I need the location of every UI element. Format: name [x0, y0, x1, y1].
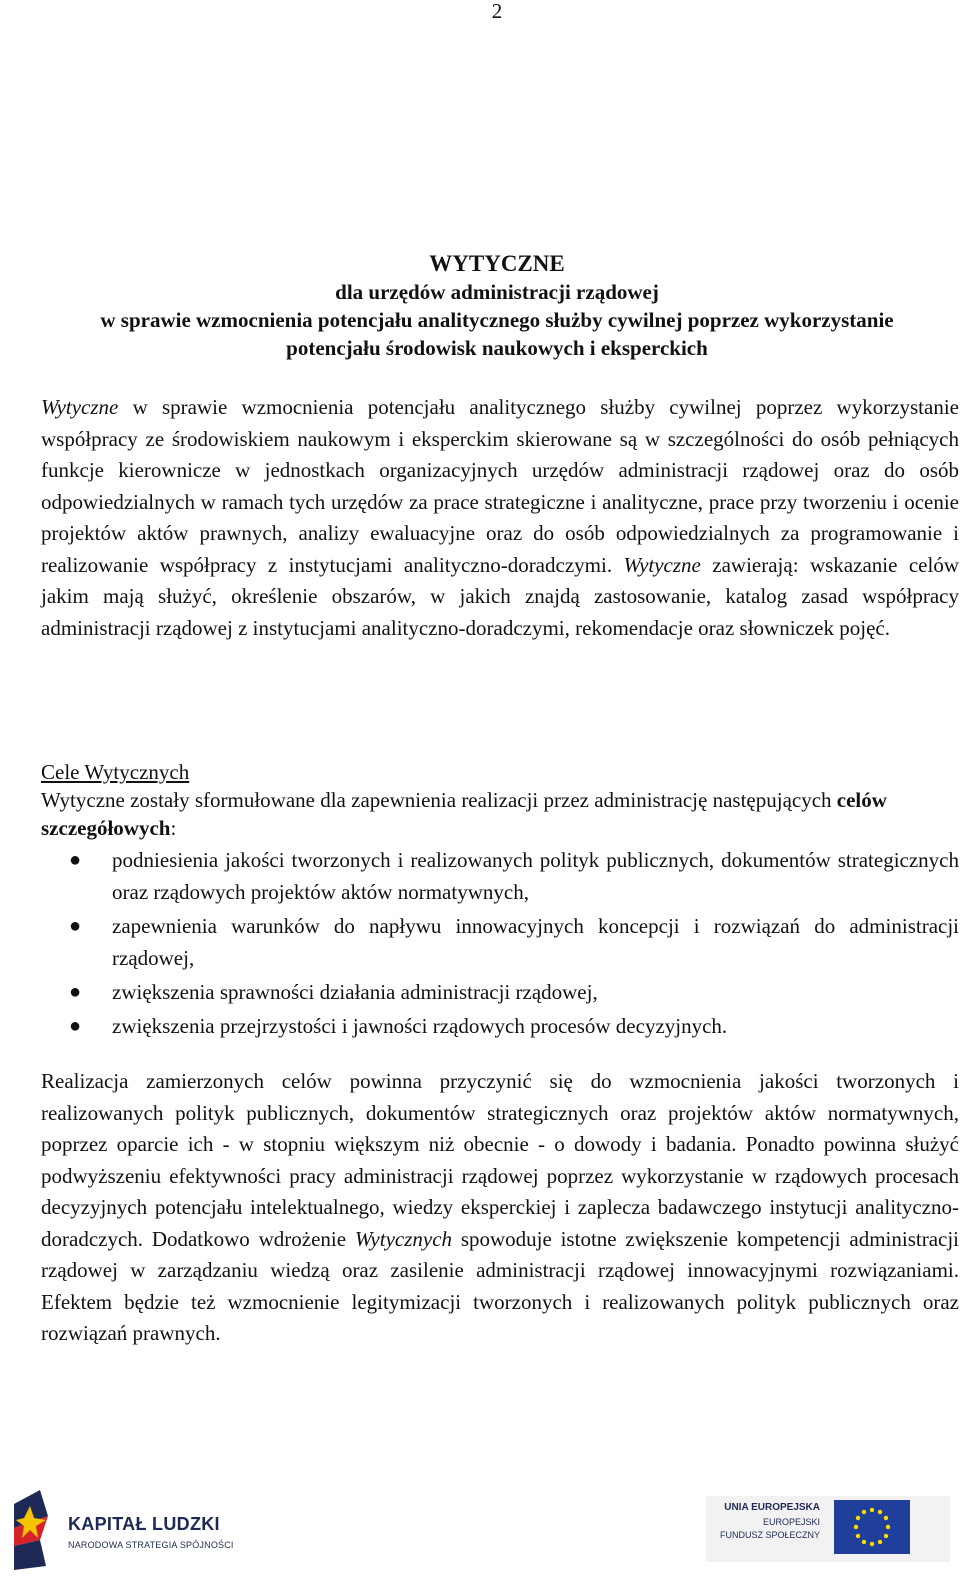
list-item-text: zapewnienia warunków do napływu innowacyjnych koncepcji i rozwiązań do administracji rządowej,: [112, 914, 959, 970]
page-number: 2: [491, 0, 503, 23]
intro-text-1: w sprawie wzmocnienia potencjału analitycznego służby cywilnej poprzez wykorzystanie współpracy ze środowiskiem naukowym i eksperckim skierowane są w szczególności do osób pełniących funkcje kierownicze w jednostkach organizacyjnych urzędów administracji rządowej oraz do osób odpowiedzialnych w ramach tych urzędów za prace strategiczne i analityczne, prace przy tworzeniu i ocenie projektów aktów prawnych, analizy ewaluacyjne oraz do osób odpowiedzialnych za programowanie i realizowanie współpracy z instytucjami analityczno-doradczymi.: [41, 395, 959, 577]
footer-logos: [0, 1478, 960, 1582]
title-line-1: WYTYCZNE: [429, 251, 565, 276]
goals-intro-colon: :: [170, 816, 177, 840]
list-item: [41, 844, 959, 908]
intro-emphasis-2: Wytyczne: [623, 552, 701, 577]
goals-intro-text: Wytyczne zostały sformułowane dla zapewnienia realizacji przez administrację następujących: [41, 788, 837, 812]
list-item: [41, 910, 959, 974]
bullet-icon: ●: [69, 915, 82, 937]
realization-text-1: Realizacja zamierzonych celów powinna przyczynić się do wzmocnienia jakości tworzonych i realizowanych polityk publicznych, dokumentów strategicznych oraz projektów aktów normatywnych, poprzez oparcie ich - w stopniu większym niż obecnie - o dowody i badania. Ponadto powinna służyć podwyższeniu efektywności pracy administracji rządowej poprzez wykorzystanie w rządowych procesach decyzyjnych potencjału intelektualnego, wiedzy eksperckiej i zaplecza badawczego instytucji analityczno-doradczych. Dodatkowo wdrożenie: [41, 1069, 959, 1251]
goals-intro-bold: celów szczegółowych: [41, 788, 887, 840]
realization-emphasis: Wytycznych: [354, 1226, 453, 1251]
intro-paragraph: [41, 392, 959, 644]
document-title: [30, 250, 960, 362]
eu-line-1: UNIA EUROPEJSKA: [724, 1502, 820, 1513]
goals-list: [41, 844, 959, 1042]
bullet-icon: ●: [69, 1015, 82, 1037]
eu-line-3: FUNDUSZ SPOŁECZNY: [719, 1530, 820, 1540]
title-line-3: w sprawie wzmocnienia potencjału analitycznego służby cywilnej poprzez wykorzystanie: [100, 308, 894, 332]
section-heading: Cele Wytycznych: [41, 760, 190, 784]
eu-line-2: EUROPEJSKI: [762, 1517, 820, 1527]
realization-paragraph: [41, 1066, 959, 1350]
title-line-4: potencjału środowisk naukowych i eksperckich: [286, 336, 708, 360]
kapital-ludzki-subtitle: NARODOWA STRATEGIA SPÓJNOŚCI: [68, 1540, 234, 1550]
kapital-ludzki-logo: [10, 1490, 240, 1570]
list-item: [41, 976, 959, 1008]
eu-flag-icon: [834, 1500, 910, 1554]
list-item: [41, 1010, 959, 1042]
bullet-icon: ●: [69, 849, 82, 871]
goals-intro: [41, 786, 959, 842]
title-line-2: dla urzędów administracji rządowej: [335, 280, 659, 304]
bullet-icon: ●: [69, 981, 82, 1003]
intro-emphasis: Wytyczne: [41, 395, 119, 419]
intro-text-2: zawierają: wskazanie celów jakim mają służyć, określenie obszarów, w jakich znajdą zastosowanie, katalog zasad współpracy administracji rządowej z instytucjami analityczno-doradczymi, rekomendacje oraz słowniczek pojęć.: [41, 552, 959, 640]
list-item-text: zwiększenia sprawności działania administracji rządowej,: [112, 980, 598, 1004]
list-item-text: zwiększenia przejrzystości i jawności rządowych procesów decyzyjnych.: [112, 1014, 728, 1038]
kapital-ludzki-title: KAPITAŁ LUDZKI: [68, 1514, 220, 1534]
eu-efs-logo: [706, 1496, 950, 1562]
list-item-text: podniesienia jakości tworzonych i realizowanych polityk publicznych, dokumentów strategicznych oraz rządowych projektów aktów normatywnych,: [112, 848, 959, 904]
realization-text-2: spowoduje istotne zwiększenie kompetencji administracji rządowej w zarządzaniu wiedzą oraz zasilenie administracji rządowej innowacyjnymi rozwiązaniami. Efektem będzie też wzmocnienie legitymizacji tworzonych i realizowanych polityk publicznych oraz rozwiązań prawnych.: [41, 1226, 960, 1345]
kapital-ludzki-emblem-icon: [10, 1490, 66, 1572]
goals-section: [41, 758, 959, 1042]
